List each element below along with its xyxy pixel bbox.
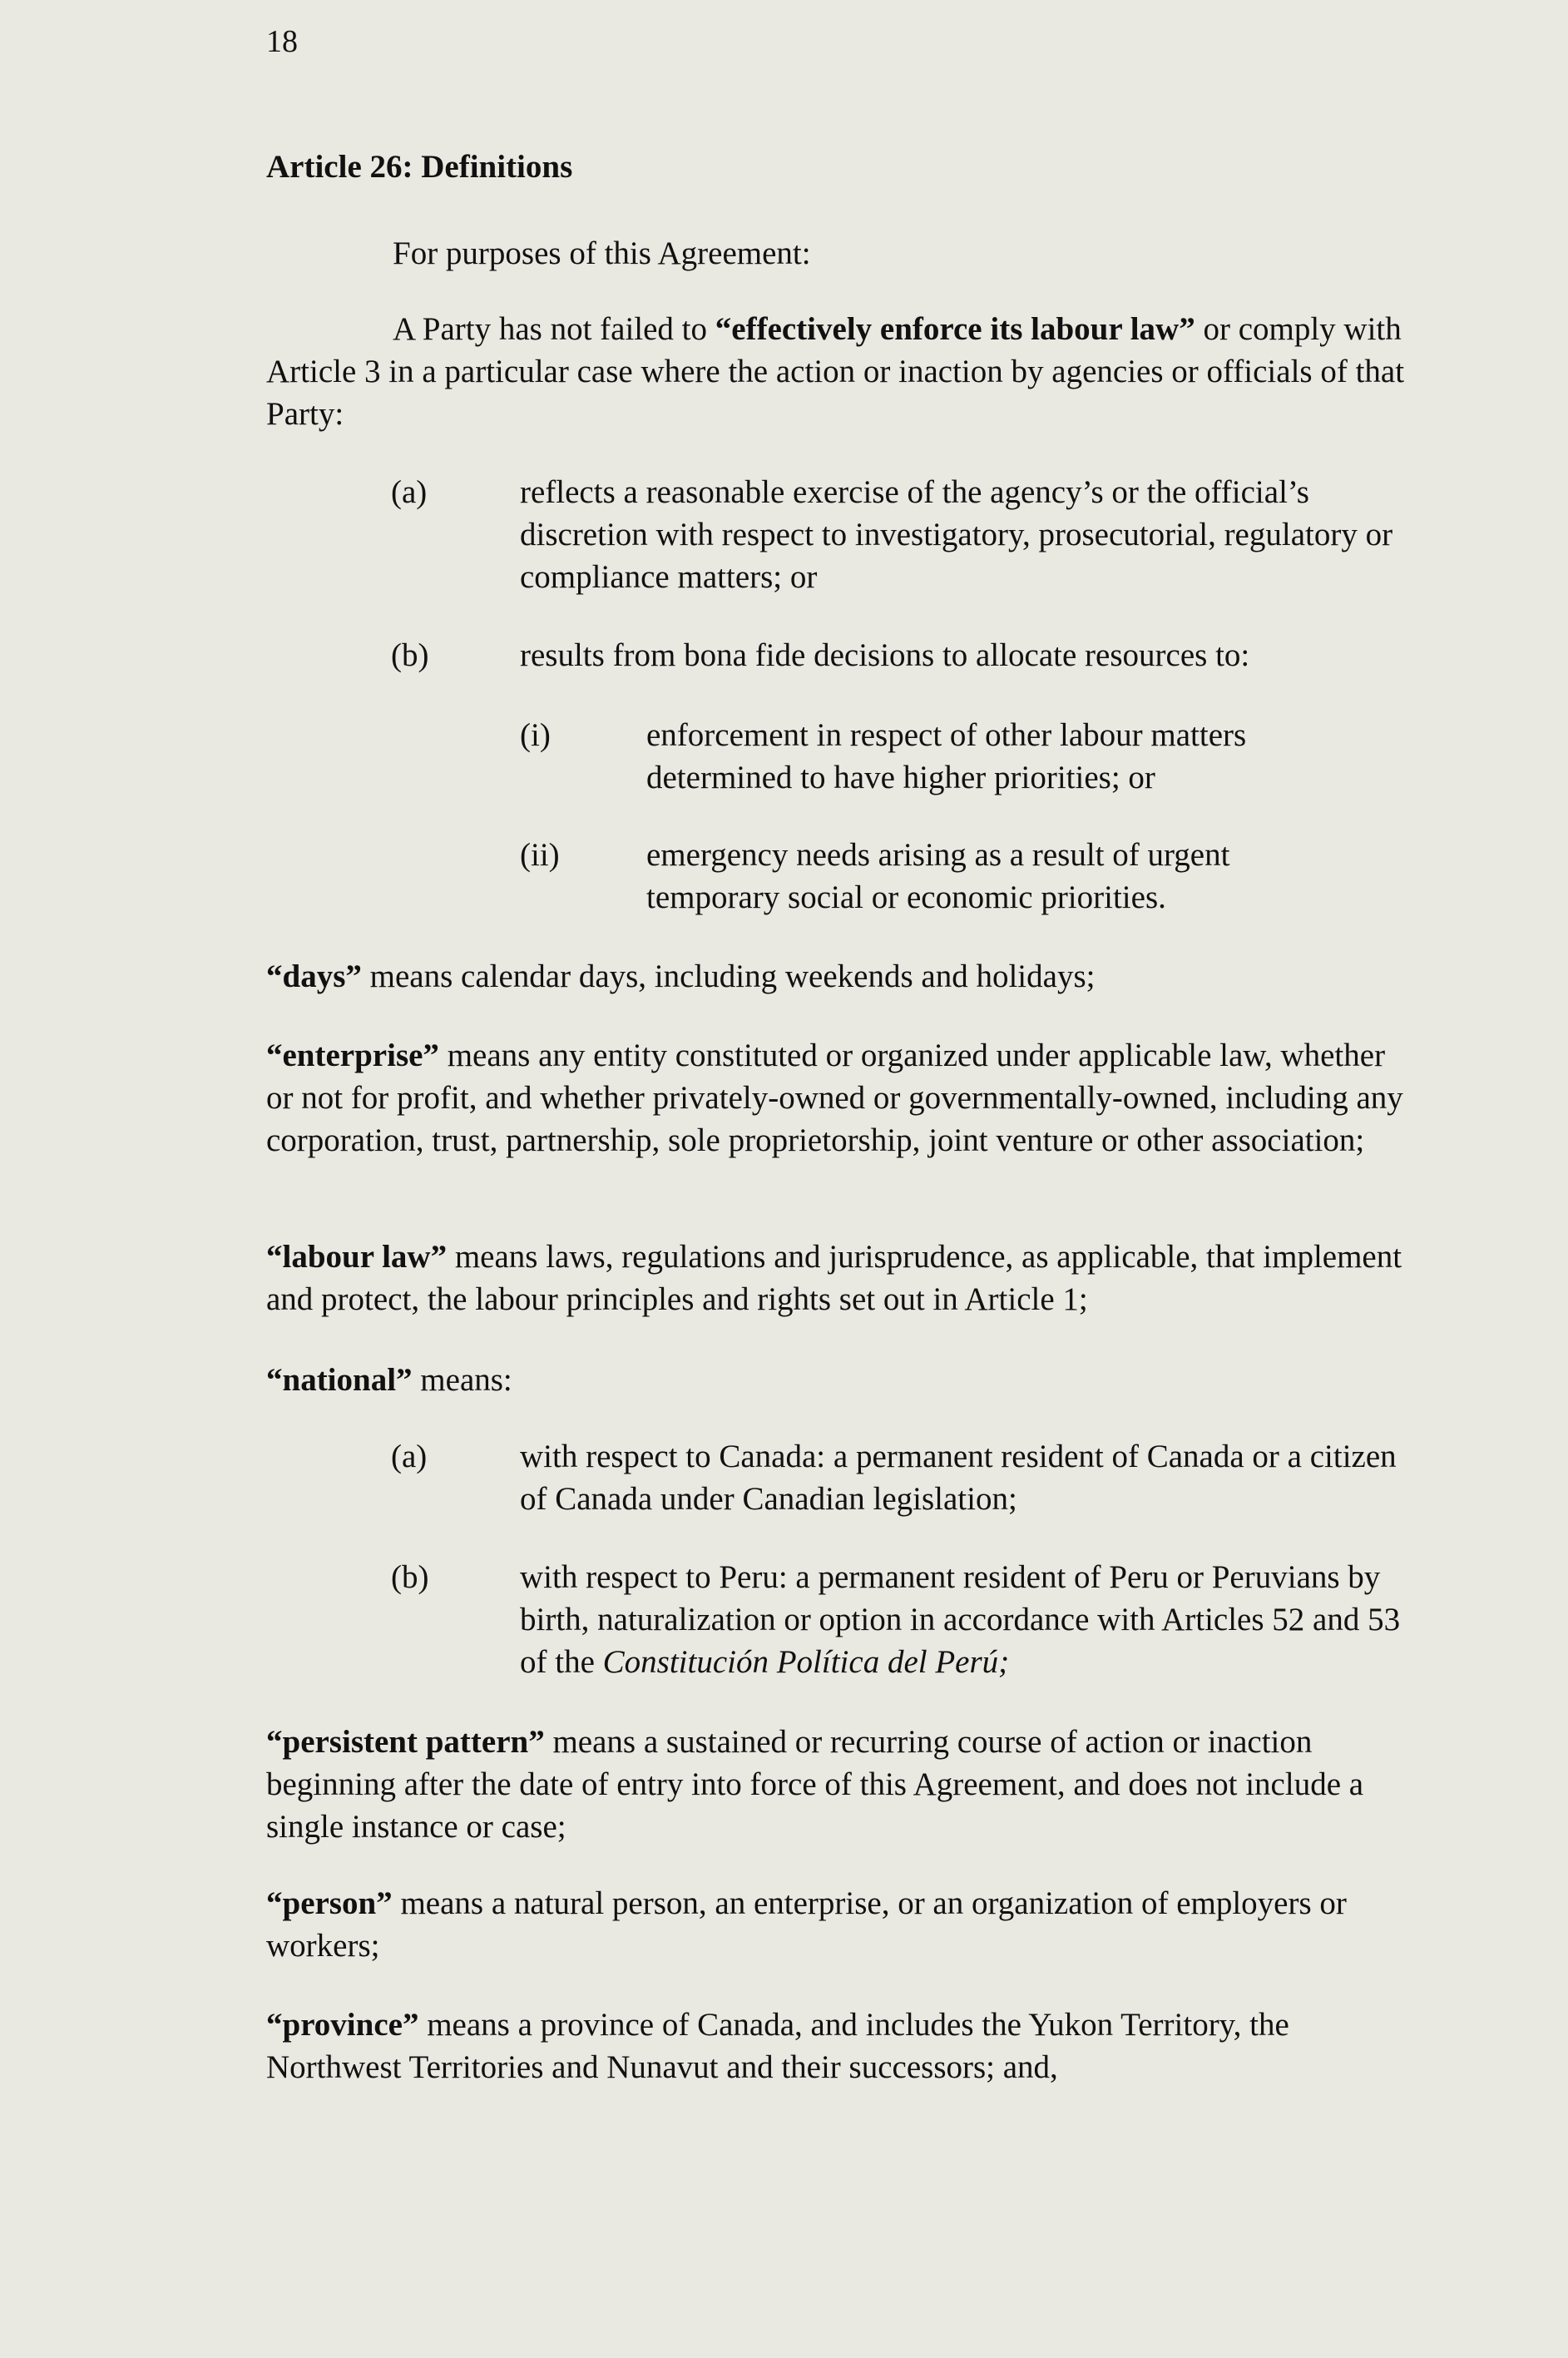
subitem-label: (i)	[520, 717, 551, 753]
p1-post-text: or comply with Article 3 in a particular case where the action or inaction by agencies or officials of that Party:	[266, 311, 1405, 432]
subitem-label: (ii)	[520, 837, 560, 873]
paragraph-effective-enforcement	[266, 308, 1406, 435]
page-number: 18	[266, 24, 298, 59]
item-label: (b)	[391, 1559, 429, 1595]
definition-text: means a sustained or recurring course of action or inaction beginning after the date of entry into force of this Agreement, and does not include a single instance or case;	[266, 1724, 1364, 1845]
item-text-main: with respect to Peru: a permanent resident of Peru or Peruvians by birth, naturalization or option in accordance with Articles 52 and 53 of the	[520, 1559, 1401, 1680]
subitem-text: emergency needs arising as a result of urgent temporary social or economic priorities.	[646, 837, 1230, 915]
subitem-text: enforcement in respect of other labour matters determined to have higher priorities; or	[646, 717, 1247, 795]
definition-text: means:	[412, 1362, 512, 1398]
definition-text: means laws, regulations and jurisprudence, as applicable, that implement and protect, the labour principles and rights set out in Article 1;	[266, 1239, 1402, 1317]
item-text: with respect to Canada: a permanent resident of Canada or a citizen of Canada under Canadian legislation;	[520, 1439, 1397, 1517]
item-label: (a)	[391, 1439, 428, 1474]
definition-province	[266, 2004, 1406, 2088]
definition-enterprise	[266, 1034, 1406, 1162]
intro-text: For purposes of this Agreement:	[393, 235, 811, 271]
definition-persistent-pattern	[266, 1721, 1406, 1848]
p1-pre-text: A Party has not failed to	[393, 311, 715, 347]
definition-term: “national”	[266, 1362, 413, 1398]
item-text: reflects a reasonable exercise of the agency’s or the official’s discretion with respect to investigatory, prosecutorial, regulatory or compliance matters; or	[520, 474, 1393, 595]
definition-text: means a province of Canada, and includes the Yukon Territory, the Northwest Territories and Nunavut and their successors; and,	[266, 2007, 1289, 2085]
definition-national	[266, 1359, 1406, 1401]
definition-text: means calendar days, including weekends and holidays;	[361, 959, 1096, 994]
item-text: results from bona fide decisions to allocate resources to:	[520, 637, 1250, 673]
definition-days	[266, 955, 1406, 998]
definition-term: “person”	[266, 1885, 393, 1921]
item-text	[520, 1556, 1410, 1683]
definition-term: “persistent pattern”	[266, 1724, 545, 1760]
definition-text: means a natural person, an enterprise, or an organization of employers or workers;	[266, 1885, 1347, 1964]
definition-term: “province”	[266, 2007, 419, 2043]
item-label: (b)	[391, 637, 429, 673]
article-title: Article 26: Definitions	[266, 149, 573, 185]
item-text-italic: Constitución Política del Perú;	[602, 1644, 1010, 1680]
intro-paragraph	[266, 232, 1406, 275]
definition-term: “enterprise”	[266, 1038, 439, 1073]
p1-bold-term: “effectively enforce its labour law”	[715, 311, 1195, 347]
definition-person	[266, 1882, 1406, 1967]
definition-labour-law	[266, 1236, 1406, 1320]
definition-text: means any entity constituted or organized under applicable law, whether or not for profit, and whether privately-owned or governmentally-owned, including any corporation, trust, partnership, sole proprietorship, joint venture or other association;	[266, 1038, 1403, 1158]
definition-term: “labour law”	[266, 1239, 448, 1275]
item-label: (a)	[391, 474, 428, 510]
definition-term: “days”	[266, 959, 362, 994]
